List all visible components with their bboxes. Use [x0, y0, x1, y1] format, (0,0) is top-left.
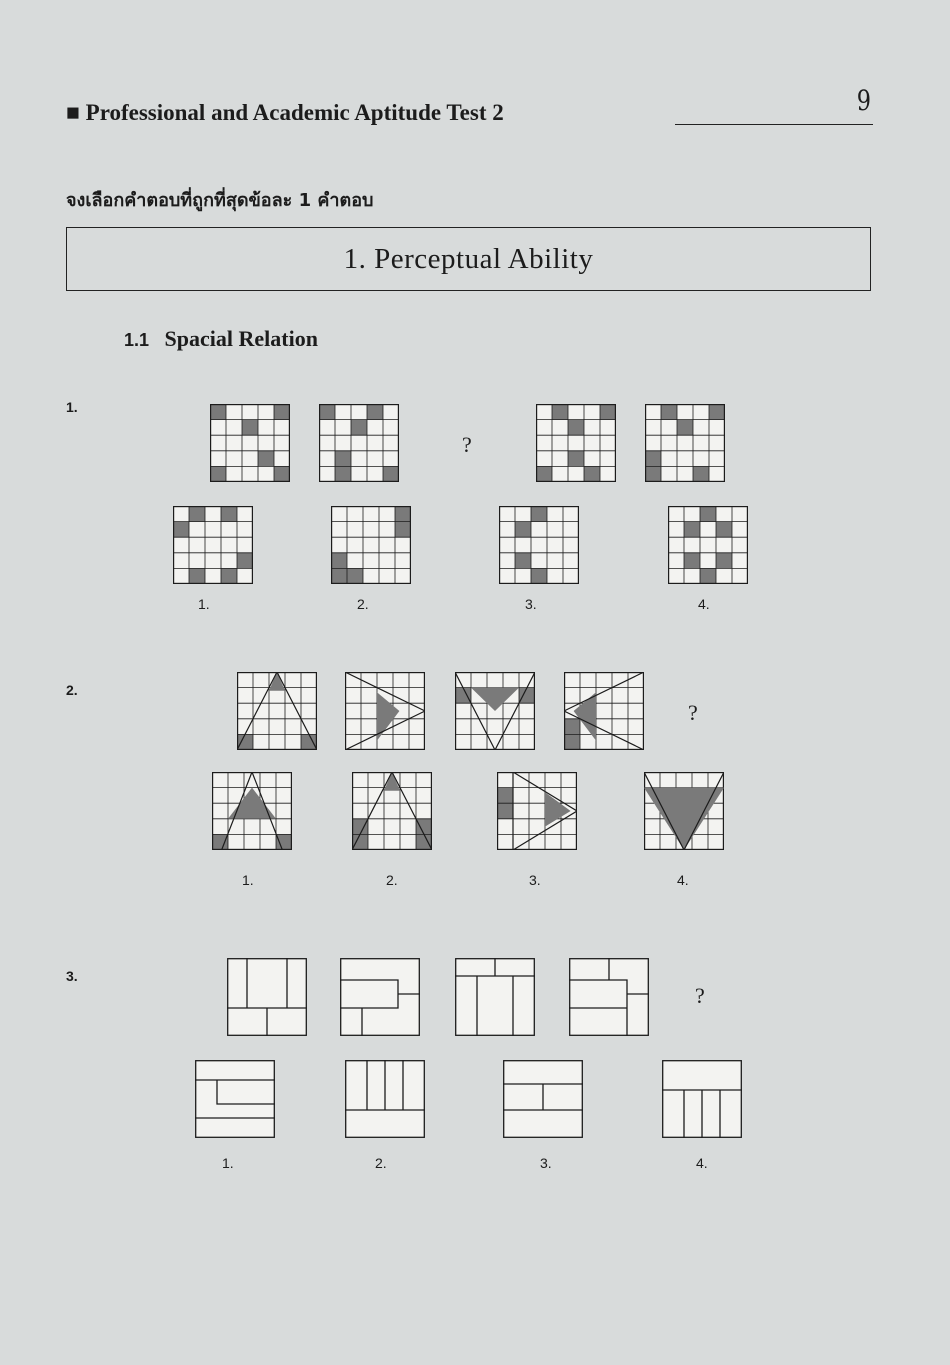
q1-choice-2-grid[interactable] [331, 506, 411, 584]
subsection-number: 1.1 [124, 330, 150, 350]
question-3-choice-3-label: 3. [540, 1155, 552, 1171]
subsection-title: Spacial Relation [164, 326, 318, 351]
q2-stimulus-1-triangle-up [237, 672, 317, 750]
q1-stimulus-1-grid [210, 404, 290, 482]
page-number: 9 [856, 84, 872, 117]
q2-stimulus-4-triangle-left [564, 672, 644, 750]
header-title: ■ Professional and Academic Aptitude Test 2 [66, 100, 504, 125]
q1-choice-4-grid[interactable] [668, 506, 748, 584]
question-2-choice-2-label: 2. [386, 872, 398, 888]
question-2-mark: ? [688, 700, 698, 725]
question-1-number: 1. [66, 399, 78, 415]
q1-stimulus-2-grid [319, 404, 399, 482]
question-1-choice-2-label: 2. [357, 596, 369, 612]
q1-choice-3-grid[interactable] [499, 506, 579, 584]
q2-stimulus-2-triangle-right [345, 672, 425, 750]
q3-choice-4-shape[interactable] [662, 1060, 742, 1138]
question-2-choice-3-label: 3. [529, 872, 541, 888]
q2-choice-3-triangle[interactable] [497, 772, 577, 850]
question-3-mark: ? [695, 983, 705, 1008]
question-3-number: 3. [66, 968, 78, 984]
section-title-box [66, 227, 871, 291]
question-1-mark: ? [462, 432, 472, 457]
q3-stimulus-4-shape [569, 958, 649, 1036]
q2-stimulus-3-triangle-down [455, 672, 535, 750]
q3-stimulus-3-shape [455, 958, 535, 1036]
question-2-choice-1-label: 1. [242, 872, 254, 888]
question-2-choice-4-label: 4. [677, 872, 689, 888]
q3-choice-3-shape[interactable] [503, 1060, 583, 1138]
question-3-choice-1-label: 1. [222, 1155, 234, 1171]
q1-choice-1-grid[interactable] [173, 506, 253, 584]
question-1-choice-1-label: 1. [198, 596, 210, 612]
question-3-choice-4-label: 4. [696, 1155, 708, 1171]
q3-stimulus-2-shape [340, 958, 420, 1036]
question-1-choice-4-label: 4. [698, 596, 710, 612]
q3-choice-2-shape[interactable] [345, 1060, 425, 1138]
subsection-heading [124, 326, 318, 352]
q3-stimulus-1-shape [227, 958, 307, 1036]
q3-choice-1-shape[interactable] [195, 1060, 275, 1138]
instruction-text: จงเลือกคำตอบที่ถูกที่สุดข้อละ 1 คำตอบ [66, 190, 374, 211]
question-1-choice-3-label: 3. [525, 596, 537, 612]
q1-stimulus-4-grid [536, 404, 616, 482]
q2-choice-4-triangle[interactable] [644, 772, 724, 850]
section-title: 1. Perceptual Ability [343, 242, 594, 275]
header-rule [675, 124, 873, 125]
q2-choice-1-triangle[interactable] [212, 772, 292, 850]
q2-choice-2-triangle[interactable] [352, 772, 432, 850]
question-3-choice-2-label: 2. [375, 1155, 387, 1171]
q1-stimulus-5-grid [645, 404, 725, 482]
question-2-number: 2. [66, 682, 78, 698]
